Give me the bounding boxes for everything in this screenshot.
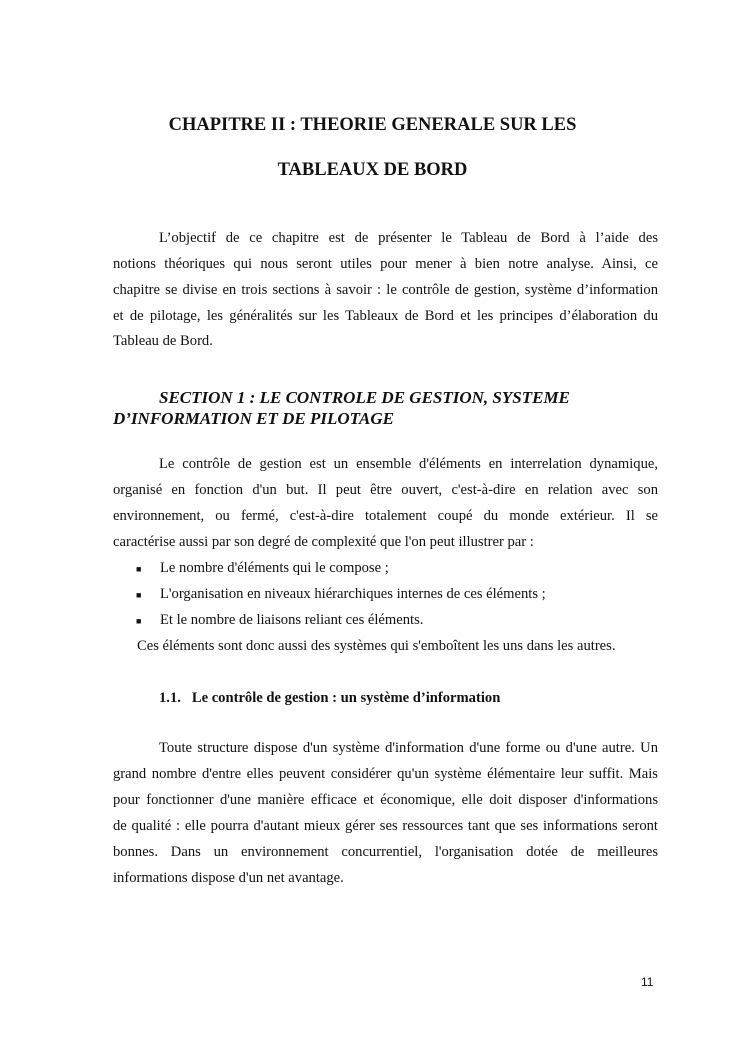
square-bullet-icon: ■ (136, 564, 142, 574)
text-line: notions théoriques qui nous seront utiles pour mener à bien notre analyse. Ainsi, ce (113, 256, 658, 272)
text-line: chapitre se divise en trois sections à savoir : le contrôle de gestion, système d’information (113, 282, 658, 298)
chapter-title-line-2: TABLEAUX DE BORD (277, 160, 468, 180)
subsection-heading (159, 690, 704, 707)
square-bullet-icon: ■ (136, 590, 142, 600)
subsection-title: Le contrôle de gestion : un système d’information (191, 690, 501, 706)
section-title-line-1: SECTION 1 : LE CONTROLE DE GESTION, SYSTEME (159, 388, 570, 407)
text-line: caractérise aussi par son degré de complexité que l'on peut illustrer par : (113, 534, 534, 550)
text-line: grand nombre d'entre elles peuvent considérer qu'un système élémentaire leur suffit. Mais (113, 766, 658, 782)
text-line: bonnes. Dans un environnement concurrentiel, l'organisation dotée de meilleures (113, 844, 658, 860)
chapter-title-line-1: CHAPITRE II : THEORIE GENERALE SUR LES (168, 115, 577, 135)
subsection-number: 1.1. (159, 690, 181, 706)
text-line: environnement, ou fermé, c'est-à-dire totalement coupé du monde extérieur. Il se (113, 508, 658, 524)
list-item: Et le nombre de liaisons reliant ces éléments. (160, 612, 424, 628)
text-line: Toute structure dispose d'un système d'information d'une forme ou d'une autre. Un (159, 740, 658, 756)
text-line: de qualité : elle pourra d'autant mieux gérer ses ressources tant que ses informations seront (113, 818, 658, 834)
text-line: Le contrôle de gestion est un ensemble d'éléments en interrelation dynamique, (159, 456, 658, 472)
section-title-line-2: D’INFORMATION ET DE PILOTAGE (113, 409, 395, 428)
list-item: L'organisation en niveaux hiérarchiques internes de ces éléments ; (160, 586, 546, 602)
closing-sentence: Ces éléments sont donc aussi des systèmes qui s'emboîtent les uns dans les autres. (137, 638, 616, 654)
text-line: et de pilotage, les généralités sur les Tableaux de Bord et les principes d’élaboration du (113, 308, 658, 324)
text-line: L’objectif de ce chapitre est de présenter le Tableau de Bord à l’aide des (159, 230, 658, 246)
text-line: organisé en fonction d'un but. Il peut être ouvert, c'est-à-dire en relation avec son (113, 482, 658, 498)
square-bullet-icon: ■ (136, 616, 142, 626)
text-line: pour fonctionner d'une manière efficace et économique, elle doit disposer d'informations (113, 792, 658, 808)
page-number: 11 (641, 975, 654, 989)
list-item: Le nombre d'éléments qui le compose ; (160, 560, 389, 576)
text-line: Tableau de Bord. (113, 333, 213, 349)
text-line: informations dispose d'un net avantage. (113, 870, 344, 886)
